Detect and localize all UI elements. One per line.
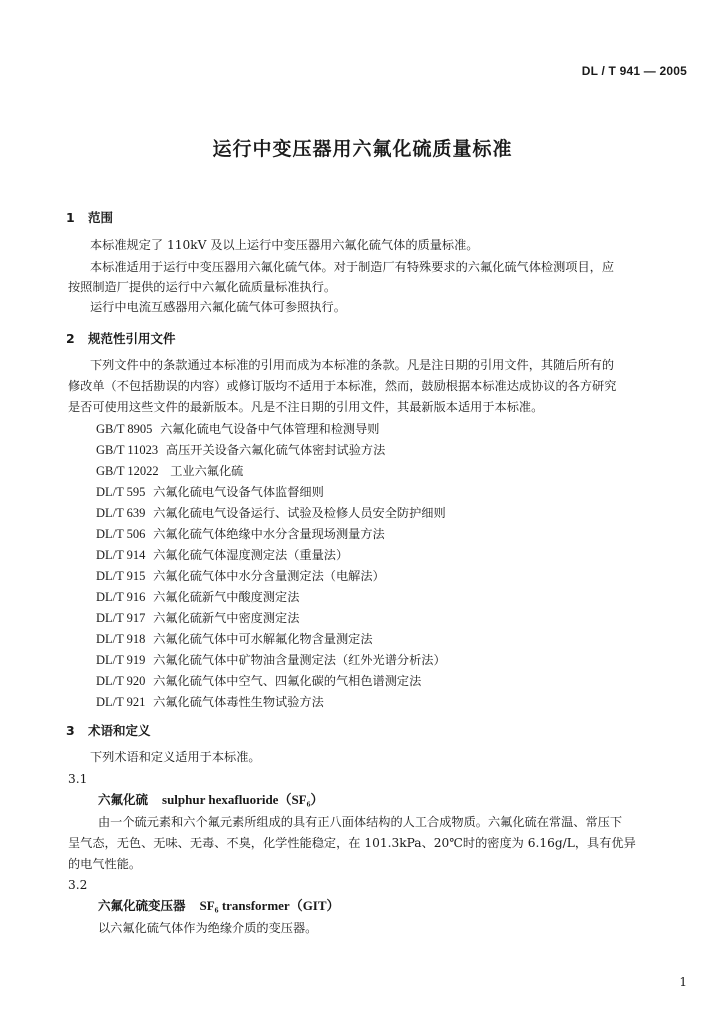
reference-title: 六氟化硫电气设备中气体管理和检测导则: [160, 422, 380, 436]
section-number: 3: [66, 723, 75, 738]
section-number: 2: [66, 331, 75, 346]
term-zh: 六氟化硫: [98, 792, 149, 807]
reference-code: GB/T 8905: [96, 422, 153, 436]
reference-code: DL/T 639: [96, 506, 146, 520]
term-en: SF₆ transformer（GIT）: [199, 898, 340, 913]
reference-item: [96, 484, 324, 500]
section-title: 术语和定义: [88, 723, 151, 738]
term-heading: [98, 898, 340, 914]
term-en: sulphur hexafluoride（SF₆）: [162, 792, 324, 807]
reference-item: [96, 652, 446, 668]
paragraph: 以六氟化硫气体作为绝缘介质的变压器。: [98, 921, 318, 935]
reference-code: DL/T 916: [96, 590, 146, 604]
section-title: 范围: [88, 210, 114, 225]
reference-item: [96, 442, 385, 458]
reference-title: 六氟化硫气体中可水解氟化物含量测定法: [153, 632, 373, 646]
reference-title: 六氟化硫电气设备气体监督细则: [153, 485, 324, 499]
standard-code: DL / T 941 — 2005: [581, 64, 687, 78]
reference-item: [96, 673, 421, 689]
reference-code: DL/T 919: [96, 653, 146, 667]
reference-title: 高压开关设备六氟化硫气体密封试验方法: [165, 443, 386, 457]
paragraph: 由一个硫元素和六个氟元素所组成的具有正八面体结构的人工合成物质。六氟化硫在常温、常压下: [98, 815, 623, 829]
section-2-heading: [66, 331, 176, 347]
paragraph: 的电气性能。: [68, 857, 142, 871]
reference-code: DL/T 921: [96, 695, 146, 709]
reference-code: DL/T 915: [96, 569, 146, 583]
reference-title: 六氟化硫气体湿度测定法（重量法）: [153, 548, 349, 562]
reference-item: [96, 694, 324, 710]
reference-title: 六氟化硫气体毒性生物试验方法: [153, 695, 324, 709]
term-number: 3.2: [68, 878, 88, 892]
paragraph: 按照制造厂提供的运行中六氟化硫质量标准执行。: [68, 280, 337, 294]
reference-title: 六氟化硫气体绝缘中水分含量现场测量方法: [153, 527, 385, 541]
document-title: 运行中变压器用六氟化硫质量标准: [212, 138, 513, 160]
reference-code: DL/T 920: [96, 674, 146, 688]
paragraph: 是否可使用这些文件的最新版本。凡是不注日期的引用文件，其最新版本适用于本标准。: [68, 400, 544, 414]
reference-code: DL/T 917: [96, 611, 146, 625]
reference-item: [96, 610, 299, 626]
reference-item: [96, 505, 446, 521]
reference-item: [96, 463, 243, 479]
reference-code: DL/T 595: [96, 485, 146, 499]
reference-item: [96, 589, 299, 605]
reference-item: [96, 421, 380, 437]
reference-code: DL/T 506: [96, 527, 146, 541]
reference-item: [96, 526, 385, 542]
reference-title: 六氟化硫新气中密度测定法: [153, 611, 300, 625]
term-zh: 六氟化硫变压器: [98, 898, 186, 913]
term-number: 3.1: [68, 772, 88, 786]
section-1-heading: [66, 210, 113, 226]
reference-item: [96, 631, 373, 647]
reference-title: 六氟化硫新气中酸度测定法: [153, 590, 300, 604]
paragraph: 运行中电流互感器用六氟化硫气体可参照执行。: [90, 300, 346, 314]
section-number: 1: [66, 210, 75, 225]
reference-title: 六氟化硫气体中矿物油含量测定法（红外光谱分析法）: [153, 653, 446, 667]
reference-item: [96, 547, 348, 563]
paragraph: 下列术语和定义适用于本标准。: [90, 750, 261, 764]
reference-code: GB/T 11023: [96, 443, 159, 457]
paragraph: 修改单（不包括勘误的内容）或修订版均不适用于本标准，然而，鼓励根据本标准达成协议的各方研究: [68, 379, 617, 393]
term-heading: [98, 792, 324, 808]
reference-code: DL/T 918: [96, 632, 146, 646]
section-title: 规范性引用文件: [88, 331, 176, 346]
paragraph: 本标准适用于运行中变压器用六氟化硫气体。对于制造厂有特殊要求的六氟化硫气体检测项目，应: [90, 260, 615, 274]
reference-title: 六氟化硫气体中空气、四氟化碳的气相色谱测定法: [153, 674, 422, 688]
page-number: 1: [679, 975, 687, 989]
section-3-heading: [66, 723, 151, 739]
reference-item: [96, 568, 385, 584]
paragraph: 呈气态，无色、无味、无毒、不臭，化学性能稳定，在 101.3kPa、20℃时的密度为 6.16g/L，具有优异: [68, 836, 636, 850]
paragraph: 下列文件中的条款通过本标准的引用而成为本标准的条款。凡是注日期的引用文件，其随后所有的: [90, 358, 615, 372]
reference-title: 工业六氟化硫: [170, 464, 244, 478]
reference-title: 六氟化硫气体中水分含量测定法（电解法）: [153, 569, 385, 583]
reference-code: DL/T 914: [96, 548, 146, 562]
paragraph: 本标准规定了 110kV 及以上运行中变压器用六氟化硫气体的质量标准。: [90, 238, 479, 252]
reference-code: GB/T 12022: [96, 464, 159, 478]
reference-title: 六氟化硫电气设备运行、试验及检修人员安全防护细则: [153, 506, 446, 520]
